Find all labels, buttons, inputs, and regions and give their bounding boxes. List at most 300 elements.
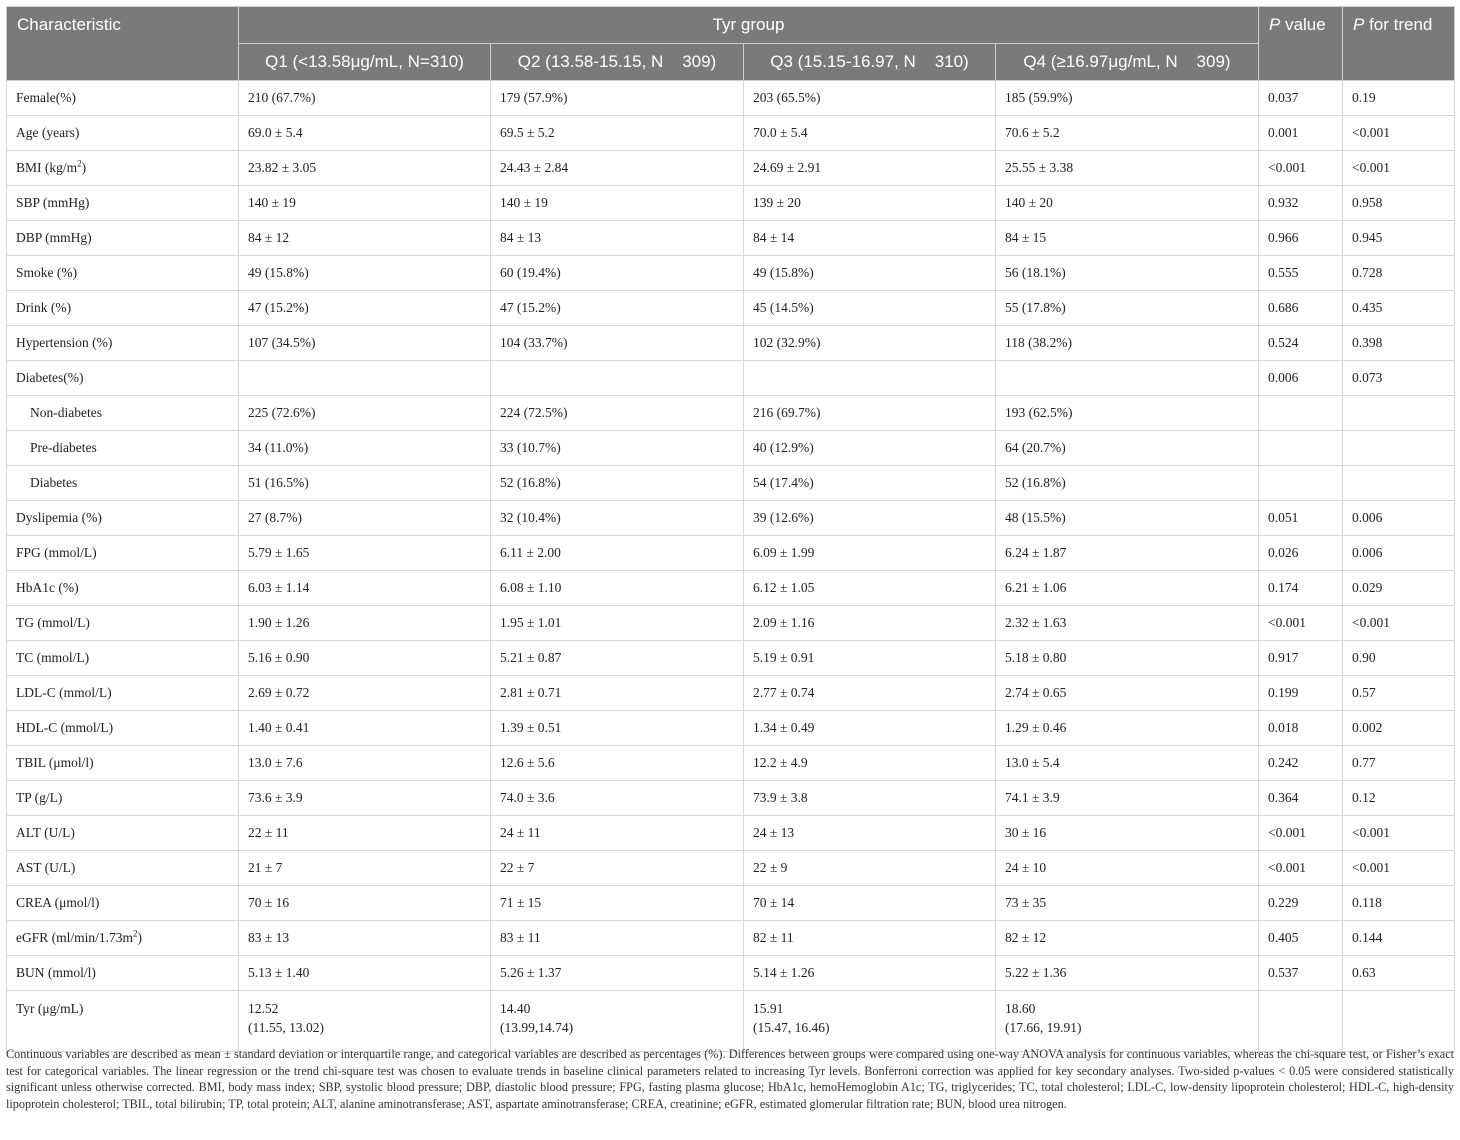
cell-q3 <box>744 956 996 991</box>
baseline-characteristics-table <box>6 6 1455 1052</box>
row-label-text: TG (mmol/L) <box>16 615 90 630</box>
cell-value: 25.55 ± 3.38 <box>1005 160 1074 175</box>
cell-value: 139 ± 20 <box>753 195 801 210</box>
row-label <box>7 746 239 781</box>
cell-q1 <box>239 466 491 501</box>
cell-p-trend: 0.63 <box>1343 956 1455 991</box>
row-label <box>7 151 239 186</box>
cell-value: 179 (57.9%) <box>500 90 568 105</box>
cell-q4 <box>996 816 1259 851</box>
cell-value: 6.09 ± 1.99 <box>753 545 815 560</box>
cell-value: 33 (10.7%) <box>500 440 561 455</box>
cell-value: 39 (12.6%) <box>753 510 814 525</box>
row-label <box>7 711 239 746</box>
row-label <box>7 781 239 816</box>
cell-q1 <box>239 81 491 116</box>
cell-value: 73.6 ± 3.9 <box>248 790 303 805</box>
cell-q4 <box>996 151 1259 186</box>
cell-value: 15.91 <box>753 1001 784 1016</box>
cell-p-trend: 0.029 <box>1343 571 1455 606</box>
row-label-text: Pre-diabetes <box>30 440 97 455</box>
cell-p-trend <box>1343 466 1455 501</box>
cell-p-trend: 0.073 <box>1343 361 1455 396</box>
cell-value: 64 (20.7%) <box>1005 440 1066 455</box>
cell-value: 49 (15.8%) <box>753 265 814 280</box>
cell-q2 <box>491 956 744 991</box>
cell-value: 13.0 ± 7.6 <box>248 755 303 770</box>
cell-q2 <box>491 256 744 291</box>
cell-q1 <box>239 921 491 956</box>
table-row <box>7 851 1455 886</box>
cell-value: 14.40 <box>500 1001 531 1016</box>
cell-q3 <box>744 431 996 466</box>
cell-q1 <box>239 536 491 571</box>
cell-p-trend: <0.001 <box>1343 151 1455 186</box>
cell-value: 1.29 ± 0.46 <box>1005 720 1067 735</box>
cell-p-value: 0.018 <box>1259 711 1343 746</box>
table-row <box>7 466 1455 501</box>
cell-q4 <box>996 781 1259 816</box>
cell-value: 24.69 ± 2.91 <box>753 160 822 175</box>
row-label-text: Smoke (%) <box>16 265 78 280</box>
row-label-text: Age (years) <box>16 125 80 140</box>
row-label-end: ) <box>137 930 143 945</box>
cell-value: 12.2 ± 4.9 <box>753 755 808 770</box>
cell-value: 5.14 ± 1.26 <box>753 965 815 980</box>
cell-q3 <box>744 536 996 571</box>
cell-q3 <box>744 396 996 431</box>
cell-q4 <box>996 81 1259 116</box>
cell-p-trend <box>1343 396 1455 431</box>
cell-p-trend: 0.90 <box>1343 641 1455 676</box>
cell-q2 <box>491 466 744 501</box>
cell-value: 140 ± 19 <box>248 195 296 210</box>
cell-q1 <box>239 221 491 256</box>
cell-value: 2.74 ± 0.65 <box>1005 685 1067 700</box>
cell-value: 5.26 ± 1.37 <box>500 965 562 980</box>
cell-value: 2.77 ± 0.74 <box>753 685 815 700</box>
table-row <box>7 921 1455 956</box>
cell-p-trend: 0.77 <box>1343 746 1455 781</box>
cell-p-value: 0.006 <box>1259 361 1343 396</box>
cell-value: 5.21 ± 0.87 <box>500 650 562 665</box>
cell-q1 <box>239 851 491 886</box>
table-row <box>7 781 1455 816</box>
cell-value: 69.5 ± 5.2 <box>500 125 555 140</box>
cell-q2 <box>491 186 744 221</box>
cell-value: 49 (15.8%) <box>248 265 309 280</box>
row-label-text: BMI (kg/m <box>16 160 78 175</box>
table-container <box>6 6 1454 1052</box>
cell-p-trend: 0.945 <box>1343 221 1455 256</box>
row-label <box>7 396 239 431</box>
cell-q4 <box>996 326 1259 361</box>
cell-q1 <box>239 326 491 361</box>
cell-value: 70 ± 14 <box>753 895 795 910</box>
cell-value: 107 (34.5%) <box>248 335 316 350</box>
cell-q3 <box>744 746 996 781</box>
cell-value: 74.1 ± 3.9 <box>1005 790 1060 805</box>
row-label-text: HDL-C (mmol/L) <box>16 720 114 735</box>
table-header <box>7 7 1455 81</box>
cell-q2 <box>491 151 744 186</box>
cell-value: 5.22 ± 1.36 <box>1005 965 1067 980</box>
cell-value: 22 ± 11 <box>248 825 289 840</box>
cell-p-value <box>1259 466 1343 501</box>
cell-q4 <box>996 116 1259 151</box>
cell-value: 102 (32.9%) <box>753 335 821 350</box>
cell-value: 22 ± 7 <box>500 860 535 875</box>
cell-p-value: 0.405 <box>1259 921 1343 956</box>
cell-value: 140 ± 20 <box>1005 195 1053 210</box>
cell-q3 <box>744 711 996 746</box>
cell-p-value: 0.524 <box>1259 326 1343 361</box>
cell-value: 83 ± 11 <box>500 930 541 945</box>
cell-q1 <box>239 886 491 921</box>
cell-value: 185 (59.9%) <box>1005 90 1073 105</box>
cell-value: 74.0 ± 3.6 <box>500 790 555 805</box>
cell-q4 <box>996 291 1259 326</box>
cell-value: 24 ± 11 <box>500 825 541 840</box>
cell-p-trend: 0.958 <box>1343 186 1455 221</box>
table-row <box>7 326 1455 361</box>
row-label <box>7 291 239 326</box>
cell-q4 <box>996 886 1259 921</box>
cell-value: 2.69 ± 0.72 <box>248 685 310 700</box>
cell-q3 <box>744 361 996 396</box>
cell-range: (11.55, 13.02) <box>248 1020 324 1035</box>
cell-q4 <box>996 501 1259 536</box>
cell-range: (17.66, 19.91) <box>1005 1020 1082 1035</box>
cell-q4 <box>996 991 1259 1052</box>
cell-value: 52 (16.8%) <box>500 475 561 490</box>
row-label-text: SBP (mmHg) <box>16 195 90 210</box>
cell-q4 <box>996 361 1259 396</box>
table-row <box>7 361 1455 396</box>
cell-value: 5.13 ± 1.40 <box>248 965 310 980</box>
table-row <box>7 396 1455 431</box>
cell-value: 6.11 ± 2.00 <box>500 545 561 560</box>
row-label <box>7 606 239 641</box>
cell-p-value <box>1259 431 1343 466</box>
cell-value: 27 (8.7%) <box>248 510 302 525</box>
cell-value: 73.9 ± 3.8 <box>753 790 808 805</box>
cell-p-value: 0.026 <box>1259 536 1343 571</box>
row-label <box>7 256 239 291</box>
cell-p-trend: 0.006 <box>1343 536 1455 571</box>
cell-q1 <box>239 676 491 711</box>
cell-value: 1.90 ± 1.26 <box>248 615 310 630</box>
header-p-trend <box>1343 7 1455 81</box>
table-row <box>7 186 1455 221</box>
cell-value: 30 ± 16 <box>1005 825 1047 840</box>
table-row <box>7 991 1455 1052</box>
table-row <box>7 886 1455 921</box>
cell-q2 <box>491 431 744 466</box>
cell-value: 84 ± 14 <box>753 230 795 245</box>
cell-q2 <box>491 81 744 116</box>
table-row <box>7 711 1455 746</box>
row-label-text: LDL-C (mmol/L) <box>16 685 112 700</box>
cell-p-value: <0.001 <box>1259 851 1343 886</box>
cell-q1 <box>239 991 491 1052</box>
cell-q3 <box>744 116 996 151</box>
cell-value: 82 ± 12 <box>1005 930 1047 945</box>
cell-value: 210 (67.7%) <box>248 90 316 105</box>
row-label <box>7 501 239 536</box>
cell-q2 <box>491 116 744 151</box>
cell-q3 <box>744 291 996 326</box>
row-label-text: Drink (%) <box>16 300 72 315</box>
cell-q4 <box>996 186 1259 221</box>
cell-q2 <box>491 221 744 256</box>
row-label <box>7 536 239 571</box>
cell-value: 54 (17.4%) <box>753 475 814 490</box>
cell-value: 1.34 ± 0.49 <box>753 720 815 735</box>
row-label <box>7 326 239 361</box>
cell-p-trend: 0.118 <box>1343 886 1455 921</box>
row-label <box>7 886 239 921</box>
cell-q1 <box>239 956 491 991</box>
cell-q2 <box>491 606 744 641</box>
cell-q1 <box>239 501 491 536</box>
header-q4: Q4 (≥16.97μg/mL, N 309) <box>996 44 1259 81</box>
header-q2: Q2 (13.58-15.15, N 309) <box>491 44 744 81</box>
cell-value: 47 (15.2%) <box>248 300 309 315</box>
cell-q1 <box>239 256 491 291</box>
cell-value: 51 (16.5%) <box>248 475 309 490</box>
cell-q1 <box>239 116 491 151</box>
header-trend-letter: P <box>1353 15 1365 34</box>
cell-q4 <box>996 711 1259 746</box>
cell-value: 24 ± 13 <box>753 825 795 840</box>
cell-value: 5.16 ± 0.90 <box>248 650 310 665</box>
cell-q2 <box>491 361 744 396</box>
row-label <box>7 676 239 711</box>
cell-q4 <box>996 921 1259 956</box>
cell-q3 <box>744 886 996 921</box>
cell-p-value: 0.229 <box>1259 886 1343 921</box>
cell-value: 5.79 ± 1.65 <box>248 545 310 560</box>
table-row <box>7 536 1455 571</box>
cell-q2 <box>491 676 744 711</box>
cell-q2 <box>491 991 744 1052</box>
table-row <box>7 571 1455 606</box>
cell-p-trend <box>1343 431 1455 466</box>
cell-value: 1.39 ± 0.51 <box>500 720 562 735</box>
table-row <box>7 676 1455 711</box>
row-label-text: Hypertension (%) <box>16 335 113 350</box>
row-label-text: Female(%) <box>16 90 76 105</box>
cell-value: 73 ± 35 <box>1005 895 1047 910</box>
cell-value: 1.40 ± 0.41 <box>248 720 310 735</box>
row-label <box>7 991 239 1052</box>
row-label-text: AST (U/L) <box>16 860 76 875</box>
cell-q4 <box>996 571 1259 606</box>
row-label <box>7 956 239 991</box>
row-label-superscript: 2 <box>77 158 82 169</box>
table-row <box>7 116 1455 151</box>
row-label <box>7 186 239 221</box>
cell-p-trend: <0.001 <box>1343 851 1455 886</box>
cell-value: 24.43 ± 2.84 <box>500 160 569 175</box>
cell-q3 <box>744 221 996 256</box>
cell-q2 <box>491 816 744 851</box>
cell-value: 45 (14.5%) <box>753 300 814 315</box>
cell-value: 203 (65.5%) <box>753 90 821 105</box>
cell-q3 <box>744 466 996 501</box>
cell-q2 <box>491 396 744 431</box>
header-q3: Q3 (15.15-16.97, N 310) <box>744 44 996 81</box>
header-p-rest: value <box>1280 15 1326 34</box>
cell-value: 12.52 <box>248 1001 279 1016</box>
row-label-text: Tyr (μg/mL) <box>16 1001 84 1016</box>
cell-p-value: 0.966 <box>1259 221 1343 256</box>
row-label <box>7 851 239 886</box>
table-row <box>7 221 1455 256</box>
cell-p-value: 0.051 <box>1259 501 1343 536</box>
cell-q4 <box>996 536 1259 571</box>
table-row <box>7 256 1455 291</box>
row-label-text: HbA1c (%) <box>16 580 79 595</box>
cell-q2 <box>491 921 744 956</box>
cell-q4 <box>996 956 1259 991</box>
cell-value: 71 ± 15 <box>500 895 542 910</box>
cell-value: 5.19 ± 0.91 <box>753 650 815 665</box>
cell-q3 <box>744 641 996 676</box>
cell-q3 <box>744 781 996 816</box>
cell-value: 83 ± 13 <box>248 930 290 945</box>
cell-value: 70 ± 16 <box>248 895 290 910</box>
cell-q1 <box>239 291 491 326</box>
cell-p-trend: 0.19 <box>1343 81 1455 116</box>
row-label <box>7 81 239 116</box>
row-label <box>7 116 239 151</box>
cell-value: 216 (69.7%) <box>753 405 821 420</box>
cell-q4 <box>996 851 1259 886</box>
cell-q1 <box>239 606 491 641</box>
cell-q2 <box>491 746 744 781</box>
cell-p-value: 0.199 <box>1259 676 1343 711</box>
table-footnote: Continuous variables are described as mean ± standard deviation or interquartile range, and categorical variables are described as percentages (%). Differences between groups were compared using one-way ANOVA analysis for continuous variables, whereas the chi-square test, or Fisher’s exact test for categorical variables. The linear regression or the trend chi-square test was chosen to evaluate trends in baseline clinical parameters related to increasing Tyr levels. Bonferroni correction was applied for key secondary analyses. Two-sided p-values < 0.05 were considered statistically significant unless otherwise corrected. BMI, body mass index; SBP, systolic blood pressure; DBP, diastolic blood pressure; FPG, fasting plasma glucose; HbA1c, hemoHemoglobin A1c; TG, triglycerides; TC, total cholesterol; LDL-C, low-density lipoprotein cholesterol; HDL-C, high-density lipoprotein cholesterol; TBIL, total bilirubin; TP, total protein; ALT, alanine aminotransferase; AST, aspartate aminotransferase; CREA, creatinine; eGFR, estimated glomerular filtration rate; BUN, blood urea nitrogen. <box>6 1047 1454 1111</box>
cell-value: 34 (11.0%) <box>248 440 309 455</box>
cell-p-value: <0.001 <box>1259 151 1343 186</box>
row-label <box>7 641 239 676</box>
cell-p-trend: 0.12 <box>1343 781 1455 816</box>
cell-q2 <box>491 326 744 361</box>
cell-q1 <box>239 151 491 186</box>
table-body <box>7 81 1455 1052</box>
cell-value: 2.09 ± 1.16 <box>753 615 815 630</box>
cell-p-value: 0.242 <box>1259 746 1343 781</box>
cell-range: (13.99,14.74) <box>500 1020 574 1035</box>
cell-q3 <box>744 256 996 291</box>
cell-q2 <box>491 886 744 921</box>
cell-value: 60 (19.4%) <box>500 265 561 280</box>
table-row <box>7 291 1455 326</box>
row-label-text: Non-diabetes <box>30 405 102 420</box>
row-label <box>7 221 239 256</box>
table-row <box>7 746 1455 781</box>
cell-value: 6.12 ± 1.05 <box>753 580 815 595</box>
cell-q1 <box>239 431 491 466</box>
cell-q2 <box>491 571 744 606</box>
cell-p-trend: 0.144 <box>1343 921 1455 956</box>
cell-q1 <box>239 781 491 816</box>
cell-p-value: 0.537 <box>1259 956 1343 991</box>
cell-q4 <box>996 396 1259 431</box>
cell-p-value: 0.917 <box>1259 641 1343 676</box>
row-label-superscript: 2 <box>133 928 138 939</box>
table-row <box>7 816 1455 851</box>
cell-q3 <box>744 151 996 186</box>
cell-value: 5.18 ± 0.80 <box>1005 650 1067 665</box>
cell-p-trend: 0.398 <box>1343 326 1455 361</box>
row-label-text: Diabetes(%) <box>16 370 84 385</box>
cell-p-trend: <0.001 <box>1343 116 1455 151</box>
cell-q4 <box>996 606 1259 641</box>
cell-q3 <box>744 186 996 221</box>
cell-value: 13.0 ± 5.4 <box>1005 755 1060 770</box>
cell-value: 23.82 ± 3.05 <box>248 160 317 175</box>
cell-value: 48 (15.5%) <box>1005 510 1066 525</box>
cell-p-trend: 0.57 <box>1343 676 1455 711</box>
cell-value: 2.81 ± 0.71 <box>500 685 562 700</box>
cell-q3 <box>744 816 996 851</box>
cell-value: 47 (15.2%) <box>500 300 561 315</box>
cell-q2 <box>491 536 744 571</box>
cell-q3 <box>744 991 996 1052</box>
table-row <box>7 81 1455 116</box>
row-label <box>7 361 239 396</box>
cell-p-value: <0.001 <box>1259 606 1343 641</box>
row-label-text: Dyslipemia (%) <box>16 510 102 525</box>
cell-p-value: 0.932 <box>1259 186 1343 221</box>
cell-value: 6.08 ± 1.10 <box>500 580 562 595</box>
table-row <box>7 606 1455 641</box>
row-label-text: Diabetes <box>30 475 78 490</box>
cell-p-value: <0.001 <box>1259 816 1343 851</box>
cell-q3 <box>744 606 996 641</box>
cell-value: 6.24 ± 1.87 <box>1005 545 1067 560</box>
row-label-text: FPG (mmol/L) <box>16 545 97 560</box>
table-row <box>7 431 1455 466</box>
cell-value: 82 ± 11 <box>753 930 794 945</box>
cell-q2 <box>491 641 744 676</box>
cell-q3 <box>744 571 996 606</box>
cell-p-trend: 0.006 <box>1343 501 1455 536</box>
cell-q1 <box>239 361 491 396</box>
cell-value: 224 (72.5%) <box>500 405 568 420</box>
cell-value: 69.0 ± 5.4 <box>248 125 303 140</box>
cell-value: 32 (10.4%) <box>500 510 561 525</box>
cell-p-trend: <0.001 <box>1343 606 1455 641</box>
cell-q4 <box>996 676 1259 711</box>
cell-value: 140 ± 19 <box>500 195 548 210</box>
cell-p-value: 0.686 <box>1259 291 1343 326</box>
cell-p-trend: 0.002 <box>1343 711 1455 746</box>
cell-q1 <box>239 641 491 676</box>
cell-value: 225 (72.6%) <box>248 405 316 420</box>
cell-value: 84 ± 13 <box>500 230 542 245</box>
table-row <box>7 956 1455 991</box>
row-label-text: TP (g/L) <box>16 790 63 805</box>
cell-q2 <box>491 851 744 886</box>
cell-p-value <box>1259 396 1343 431</box>
cell-q2 <box>491 781 744 816</box>
row-label-text: CREA (μmol/l) <box>16 895 100 910</box>
cell-value: 18.60 <box>1005 1001 1036 1016</box>
